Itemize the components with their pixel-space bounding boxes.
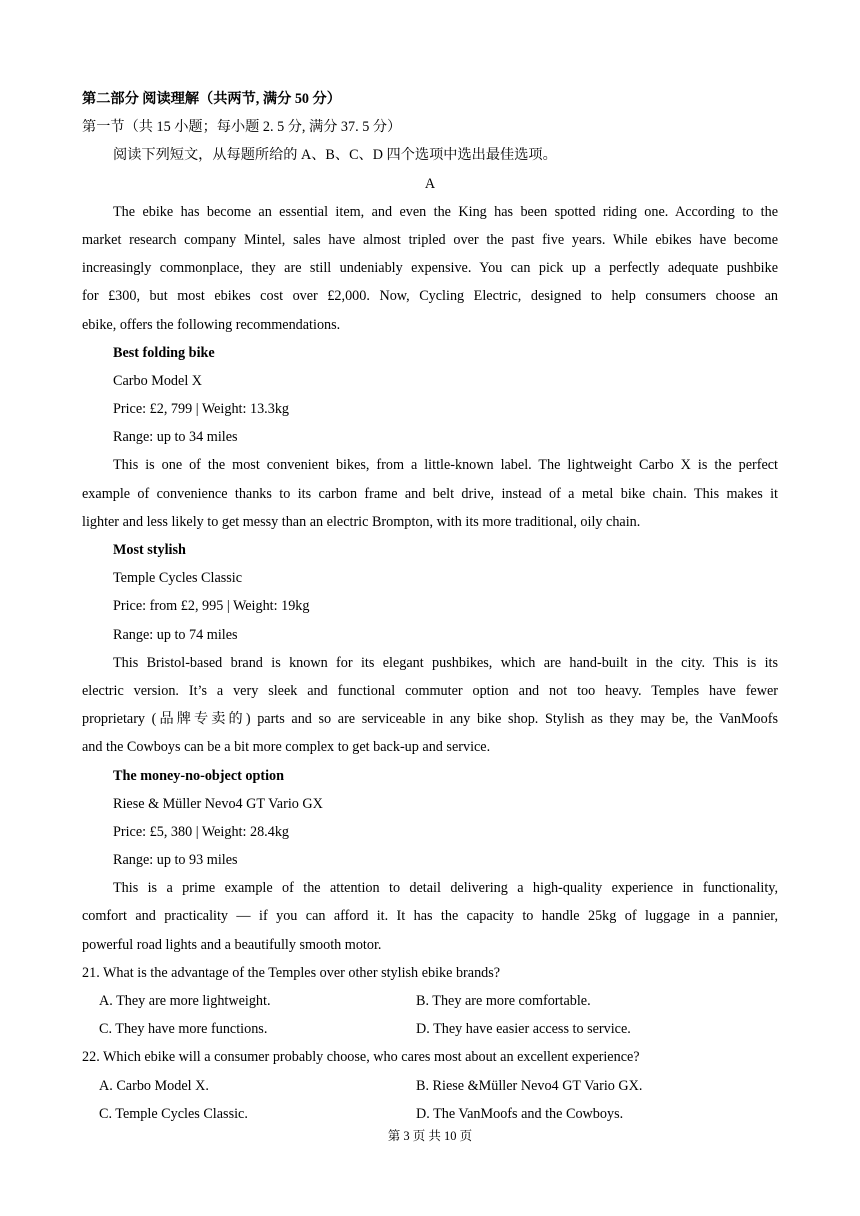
bike-category: The money-no-object option	[113, 767, 285, 784]
bike-price: Price: from £2, 995 | Weight: 19kg	[113, 598, 310, 615]
bike-price: Price: £5, 380 | Weight: 28.4kg	[113, 823, 290, 840]
option-d[interactable]: D. They have easier access to service.	[416, 1021, 631, 1038]
bike-entry	[82, 339, 778, 536]
option-row	[82, 1072, 778, 1100]
intro-line: increasingly commonplace, they are still undeniably expensive. You can pick up a perfectly adequate pushbike	[82, 260, 778, 277]
intro-line: market research company Mintel, sales have almost tripled over the past five years. While ebikes have become	[82, 231, 778, 248]
option-a[interactable]: A. Carbo Model X.	[99, 1077, 209, 1094]
question	[82, 1043, 778, 1128]
bike-desc-line: electric version. It’s a very sleek and functional commuter option and not too heavy. Temples have fewer	[82, 682, 778, 699]
intro-paragraph	[82, 198, 778, 339]
bike-model: Temple Cycles Classic	[113, 570, 243, 587]
bike-desc-line: This is one of the most convenient bikes, from a little-known label. The lightweight Carbo X is the perfect	[113, 457, 778, 474]
section-header: 第二部分 阅读理解（共两节, 满分 50 分）	[82, 91, 341, 107]
bike-desc-line: proprietary (品牌专卖的) parts and so are serviceable in any bike shop. Stylish as they may be, the VanMoofs	[82, 711, 778, 728]
bike-entry	[82, 536, 778, 762]
option-row	[82, 987, 778, 1015]
bike-desc-line: powerful road lights and a beautifully smooth motor.	[82, 936, 382, 953]
bike-category: Most stylish	[113, 542, 186, 558]
bike-desc-line: and the Cowboys can be a bit more complex to get back-up and service.	[82, 739, 491, 756]
intro-line: for £300, but most ebikes cost over £2,000. Now, Cycling Electric, designed to help consumers choose an	[82, 288, 778, 305]
bike-desc-line: lighter and less likely to get messy than an electric Brompton, with its more traditional, oily chain.	[82, 513, 641, 530]
bike-entry	[82, 762, 778, 959]
instructions: 阅读下列短文，从每题所给的 A、B、C、D 四个选项中选出最佳选项。	[113, 147, 557, 164]
bike-range: Range: up to 34 miles	[113, 429, 238, 446]
bike-desc-line: comfort and practicality — if you can afford it. It has the capacity to handle 25kg of luggage in a pannier,	[82, 908, 778, 925]
bike-category: Best folding bike	[113, 344, 215, 361]
question-stem: 22. Which ebike will a consumer probably choose, who cares most about an excellent experience?	[82, 1049, 640, 1066]
intro-line: ebike, offers the following recommendations.	[82, 316, 341, 333]
option-row	[82, 1015, 778, 1043]
option-c[interactable]: C. Temple Cycles Classic.	[99, 1105, 248, 1122]
option-row	[82, 1100, 778, 1128]
bike-price: Price: £2, 799 | Weight: 13.3kg	[113, 401, 290, 418]
option-b[interactable]: B. They are more comfortable.	[416, 993, 591, 1009]
bike-desc-line: example of convenience thanks to its carbon frame and belt drive, instead of a metal bike chain. This makes it	[82, 485, 778, 502]
option-a[interactable]: A. They are more lightweight.	[99, 993, 271, 1009]
bike-desc-line: This is a prime example of the attention to detail delivering a high-quality experience in functionality,	[113, 880, 778, 897]
option-c[interactable]: C. They have more functions.	[99, 1021, 268, 1038]
bike-model: Carbo Model X	[113, 372, 203, 389]
question	[82, 959, 778, 1044]
option-b[interactable]: B. Riese &Müller Nevo4 GT Vario GX.	[416, 1077, 643, 1094]
passage-label: A	[424, 175, 436, 192]
page-content	[82, 85, 778, 1128]
option-d[interactable]: D. The VanMoofs and the Cowboys.	[416, 1105, 624, 1122]
bike-range: Range: up to 74 miles	[113, 626, 238, 643]
bike-range: Range: up to 93 miles	[113, 852, 238, 869]
question-stem: 21. What is the advantage of the Temples over other stylish ebike brands?	[82, 964, 501, 981]
page-footer: 第 3 页 共 10 页	[387, 1129, 473, 1143]
bike-desc-line: This Bristol-based brand is known for its elegant pushbikes, which are hand-built in the city. This is its	[113, 654, 778, 671]
bike-model: Riese & Müller Nevo4 GT Vario GX	[113, 795, 323, 812]
intro-line: The ebike has become an essential item, and even the King has been spotted riding one. According to the	[113, 203, 778, 220]
subsection-header: 第一节（共 15 小题；每小题 2. 5 分, 满分 37. 5 分）	[82, 119, 402, 136]
